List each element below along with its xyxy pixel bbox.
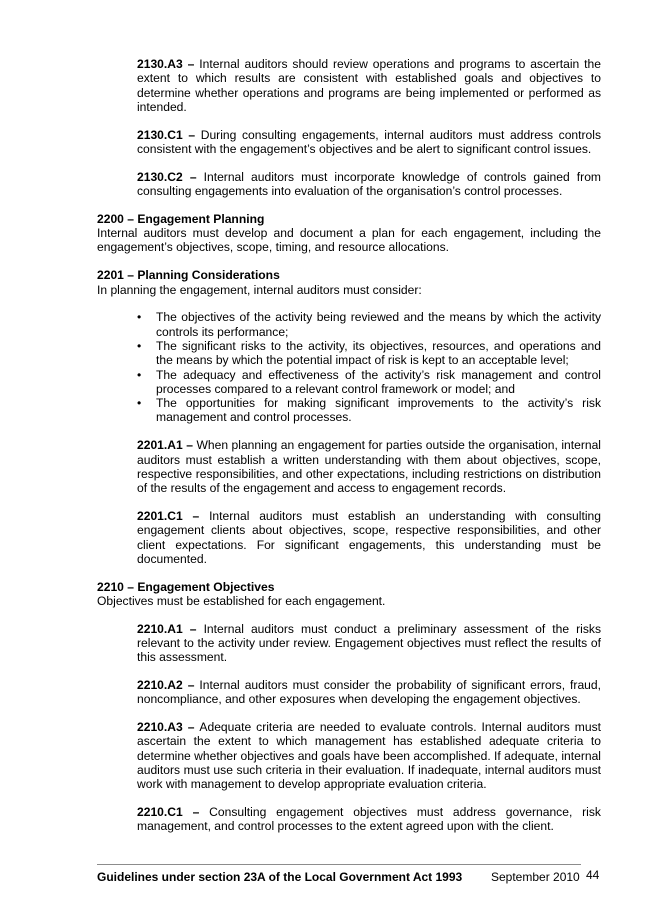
standard-dash: – — [189, 169, 197, 184]
footer-title: Guidelines under section 23A of the Local Government Act 1993 — [97, 870, 463, 884]
standard-code: 2210.C1 — [137, 805, 183, 820]
footer-divider — [97, 864, 581, 865]
standard-2130-c1 — [137, 128, 601, 157]
standard-text: When planning an engagement for parties outside the organisation, internal auditors must establish a written understanding with them about objectives, scope, respective responsibilities, and other expectations, including restrictions on distribution of the results of the engagement and access to engagement records. — [137, 438, 601, 496]
standard-code: 2130.C2 — [137, 169, 183, 184]
standard-code: 2130.C1 — [137, 127, 183, 142]
bullet-icon: • — [137, 338, 142, 353]
standard-dash: – — [187, 678, 195, 693]
heading-2201: 2201 – Planning Considerations — [97, 268, 280, 283]
standard-2210-a3 — [137, 720, 601, 791]
standard-dash: – — [188, 127, 196, 142]
standard-text: Consulting engagement objectives must address governance, risk management, and control processes to the extent agreed upon with the client. — [137, 805, 601, 834]
heading-2210: 2210 – Engagement Objectives — [97, 579, 275, 594]
body-2200: Internal auditors must develop and document a plan for each engagement, including the engagement’s objectives, scope, timing, and resource allocations. — [97, 226, 601, 255]
standard-text: Internal auditors must incorporate knowledge of controls gained from consulting engagements into evaluation of the organisation’s control processes. — [137, 169, 601, 199]
standard-2201-a1 — [137, 438, 601, 495]
standard-text: Adequate criteria are needed to evaluate controls. Internal auditors must ascertain the extent to which management has established adequate criteria to determine whether objectives and goals have been accomplished. If adequate, internal auditors must use such criteria in their evaluation. If inadequate, internal auditors must work with management to develop appropriate evaluation criteria. — [137, 720, 601, 792]
standard-code: 2130.A3 — [137, 57, 183, 71]
standard-code: 2210.A2 — [137, 678, 183, 693]
standard-text: Internal auditors must conduct a preliminary assessment of the risks relevant to the activity under review. Engagement objectives must reflect the results of this assessment. — [137, 621, 601, 665]
standard-code: 2201.A1 — [137, 438, 183, 453]
standard-text: Internal auditors must consider the probability of significant errors, fraud, noncompliance, and other exposures when developing the engagement objectives. — [137, 678, 601, 707]
list-item: • The opportunities for making significant improvements to the activity’s risk management and control processes. — [137, 396, 601, 425]
standard-2210-a2 — [137, 678, 601, 707]
standard-dash: – — [189, 621, 197, 636]
standard-text: Internal auditors must establish an understanding with consulting engagement clients about objectives, scope, respective responsibilities, and other client expectations. For significant engagements, this understanding must be documented. — [137, 508, 601, 566]
standard-dash: – — [186, 438, 193, 453]
standard-2130-c2 — [137, 170, 601, 199]
standard-text: Internal auditors should review operations and programs to ascertain the extent to which results are consistent with established goals and objectives to determine whether operations and programs are being implemented or performed as intended. — [137, 57, 601, 114]
bullet-icon: • — [137, 367, 142, 382]
bullet-icon: • — [137, 310, 142, 325]
planning-considerations-list — [97, 310, 601, 424]
list-item: • The adequacy and effectiveness of the activity’s risk management and control processes compared to a relevant control framework or model; and — [137, 367, 601, 396]
standard-dash: – — [192, 805, 200, 820]
list-item: • The objectives of the activity being reviewed and the means by which the activity controls its performance; — [137, 310, 601, 339]
page-content — [97, 57, 601, 847]
standard-dash: – — [187, 720, 195, 735]
standard-dash: – — [192, 508, 200, 523]
list-item: • The significant risks to the activity, its objectives, resources, and operations and the means by which the potential impact of risk is kept to an acceptable level; — [137, 338, 601, 368]
body-2201: In planning the engagement, internal auditors must consider: — [97, 282, 422, 297]
standard-code: 2210.A1 — [137, 621, 183, 636]
standard-code: 2210.A3 — [137, 720, 183, 735]
standard-2210-c1 — [137, 805, 601, 834]
standard-code: 2201.C1 — [137, 508, 183, 523]
bullet-icon: • — [137, 396, 142, 411]
standard-2210-a1 — [137, 622, 601, 665]
footer-date: September 2010 — [491, 870, 580, 884]
page-number: 44 — [586, 868, 600, 882]
standard-2130-a3 — [137, 57, 601, 114]
standard-text: During consulting engagements, internal auditors must address controls consistent with the engagement’s objectives and be alert to significant control issues. — [137, 127, 601, 156]
standard-2201-c1 — [137, 509, 601, 566]
heading-2200: 2200 – Engagement Planning — [97, 211, 265, 226]
body-2210: Objectives must be established for each engagement. — [97, 593, 386, 608]
standard-dash: – — [187, 57, 195, 71]
